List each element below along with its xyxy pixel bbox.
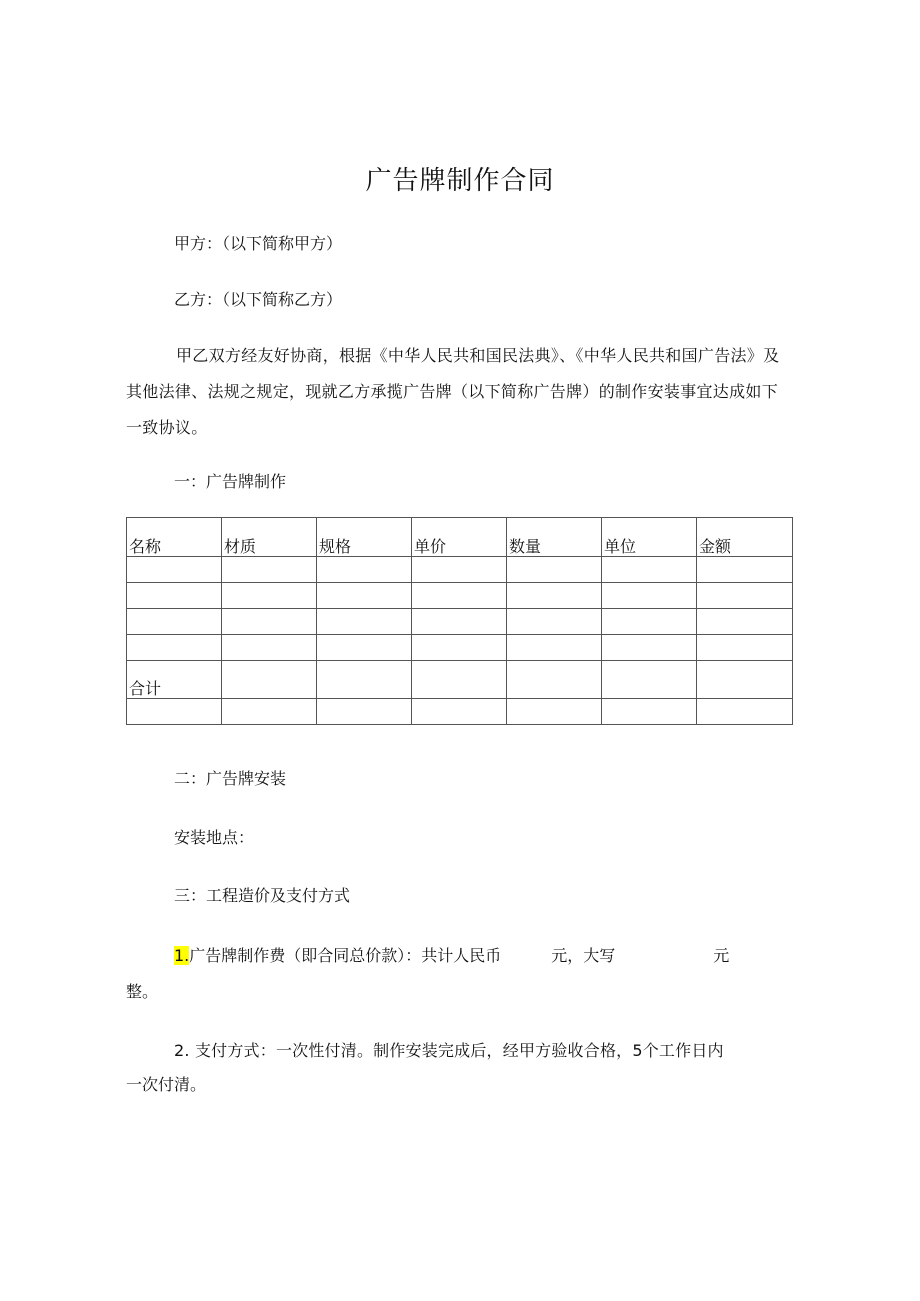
table-cell[interactable] [127, 609, 222, 635]
table-cell[interactable] [412, 583, 507, 609]
table-cell[interactable] [602, 661, 697, 699]
table-cell[interactable] [697, 699, 793, 725]
item-1-line [174, 945, 729, 967]
table-cell[interactable] [222, 583, 317, 609]
table-cell[interactable] [317, 699, 412, 725]
table-cell[interactable] [222, 661, 317, 699]
table-cell[interactable] [507, 635, 602, 661]
header-cell-amount: 金额 [697, 518, 793, 557]
table-cell[interactable] [412, 635, 507, 661]
table-cell[interactable] [127, 557, 222, 583]
table-cell[interactable] [127, 635, 222, 661]
table-cell[interactable] [507, 609, 602, 635]
item-2-line-2: 一次付清。 [126, 1075, 207, 1094]
table-cell[interactable] [507, 583, 602, 609]
table-cell[interactable] [317, 557, 412, 583]
table-cell[interactable] [222, 635, 317, 661]
table-total-row [127, 661, 793, 699]
table-cell[interactable] [602, 699, 697, 725]
header-cell-name: 名称 [127, 518, 222, 557]
install-location-label: 安装地点： [174, 828, 255, 847]
table-cell[interactable] [412, 557, 507, 583]
table-cell[interactable] [507, 661, 602, 699]
table-row [127, 699, 793, 725]
table-cell[interactable] [697, 635, 793, 661]
table-cell[interactable] [222, 557, 317, 583]
table-cell[interactable] [507, 557, 602, 583]
section-2-heading: 二：广告牌安装 [174, 769, 287, 788]
table-cell[interactable] [317, 609, 412, 635]
item-1-yuan-daxie: 元，大写 [551, 946, 616, 965]
header-cell-spec: 规格 [317, 518, 412, 557]
table-cell[interactable] [507, 699, 602, 725]
intro-text: 甲乙双方经友好协商，根据《中华人民共和国民法典》、《中华人民共和国广告法》及其他法律、法规之规定，现就乙方承揽广告牌（以下简称广告牌）的制作安装事宜达成如下一致协议。 [126, 346, 780, 437]
intro-paragraph [126, 338, 794, 446]
table-cell[interactable] [697, 583, 793, 609]
item-1-number: 1. [174, 946, 190, 965]
table-cell[interactable] [602, 583, 697, 609]
party-b-line: 乙方：（以下简称乙方） [174, 290, 343, 309]
table-cell[interactable] [602, 609, 697, 635]
table-cell[interactable] [412, 609, 507, 635]
item-2-line-1: 2. 支付方式：一次性付清。制作安装完成后，经甲方验收合格，5个工作日内 [174, 1041, 724, 1060]
table-cell[interactable] [317, 583, 412, 609]
table-row [127, 635, 793, 661]
section-1-heading: 一：广告牌制作 [174, 472, 287, 491]
header-cell-quantity: 数量 [507, 518, 602, 557]
header-cell-unit-price: 单价 [412, 518, 507, 557]
table-row [127, 557, 793, 583]
table-cell[interactable] [222, 699, 317, 725]
table-cell[interactable] [317, 661, 412, 699]
contract-title: 广告牌制作合同 [365, 166, 555, 196]
header-cell-unit: 单位 [602, 518, 697, 557]
table-cell[interactable] [602, 557, 697, 583]
table-cell[interactable] [697, 557, 793, 583]
table-row [127, 583, 793, 609]
item-1-text: 广告牌制作费（即合同总价款）：共计人民币 [189, 946, 502, 965]
table-cell[interactable] [602, 635, 697, 661]
party-a-line: 甲方：（以下简称甲方） [174, 234, 343, 253]
table-cell[interactable] [222, 609, 317, 635]
item-1-yuan: 元 [713, 946, 730, 965]
header-cell-material: 材质 [222, 518, 317, 557]
total-label-cell: 合计 [127, 661, 222, 699]
table-cell[interactable] [127, 583, 222, 609]
table-cell[interactable] [127, 699, 222, 725]
fabrication-table [126, 517, 793, 725]
table-cell[interactable] [317, 635, 412, 661]
table-header-row [127, 518, 793, 557]
table-cell[interactable] [412, 661, 507, 699]
item-1-tail: 整。 [126, 982, 159, 1001]
table-cell[interactable] [697, 609, 793, 635]
table-cell[interactable] [412, 699, 507, 725]
table-cell[interactable] [697, 661, 793, 699]
section-3-heading: 三：工程造价及支付方式 [174, 886, 351, 905]
table-row [127, 609, 793, 635]
